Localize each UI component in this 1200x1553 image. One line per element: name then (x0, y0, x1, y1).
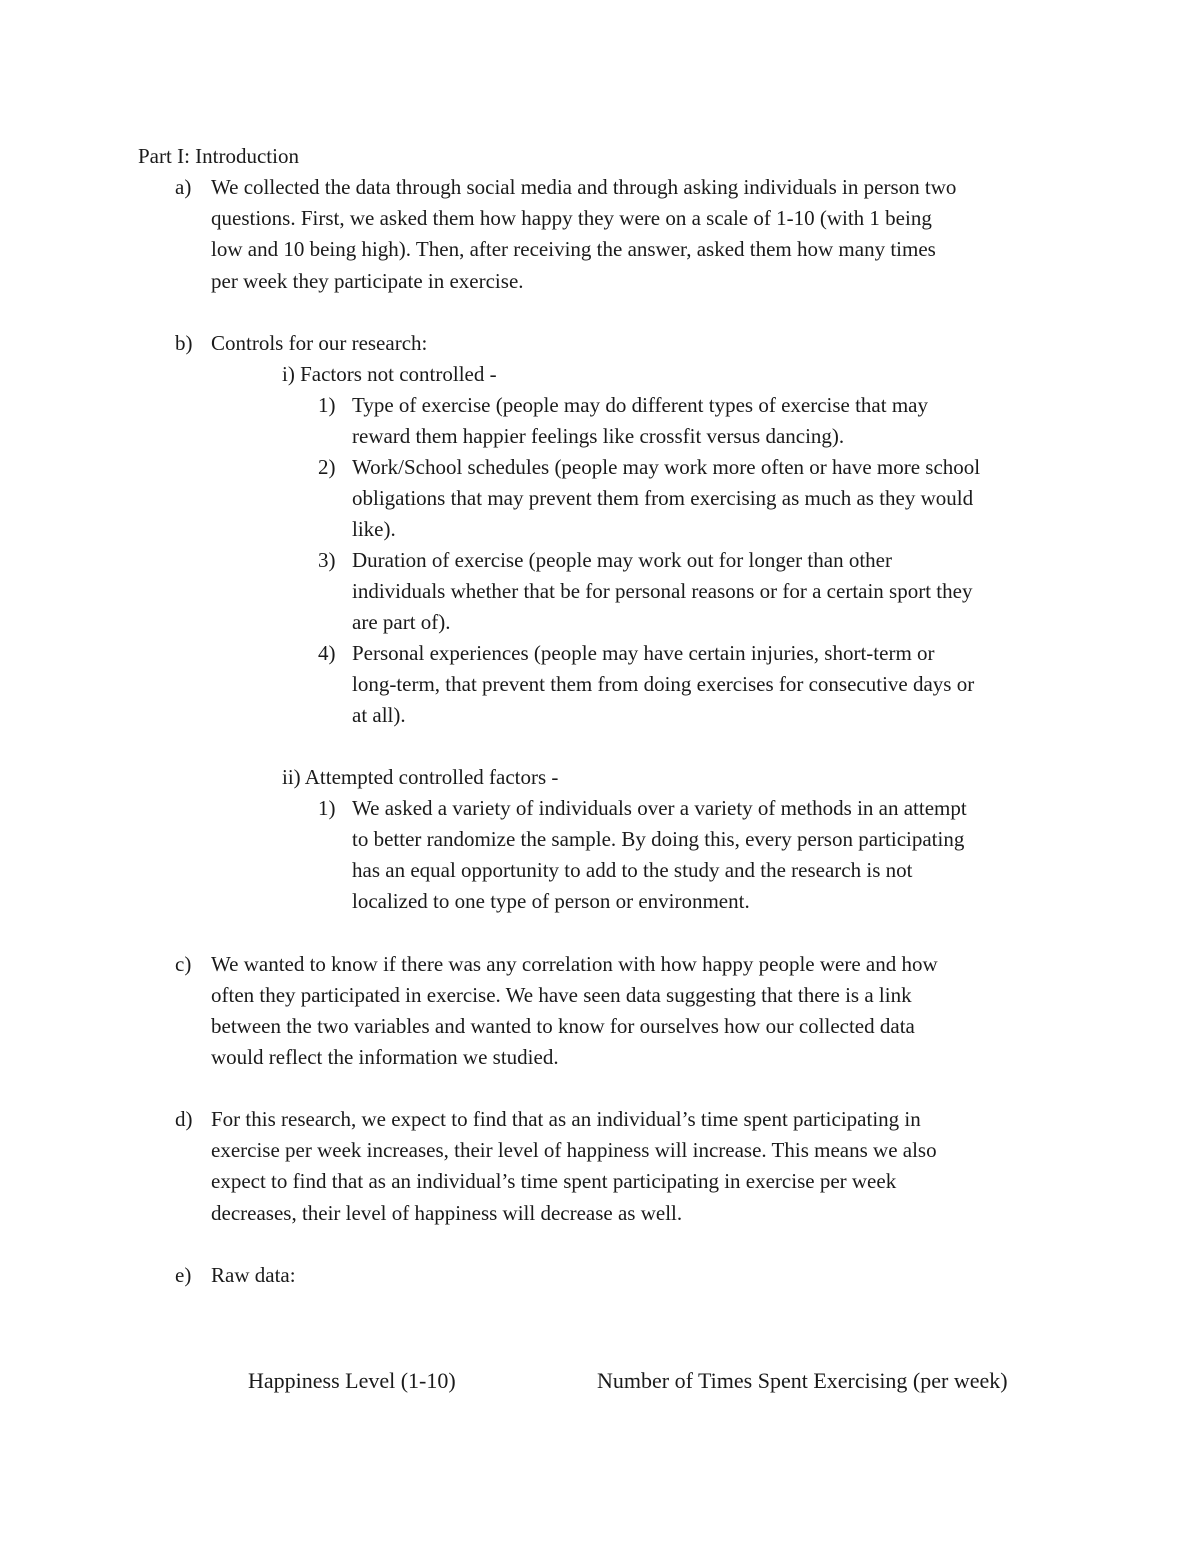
section-a-line: per week they participate in exercise. (211, 269, 524, 293)
not-controlled-item-marker: 3) (318, 548, 336, 572)
not-controlled-item-marker: 1) (318, 393, 336, 417)
not-controlled-item-line: Personal experiences (people may have certain injuries, short-term or (352, 641, 935, 665)
section-a-marker: a) (175, 175, 192, 199)
not-controlled-item-line: individuals whether that be for personal reasons or for a certain sport they (352, 579, 973, 603)
section-d-line: For this research, we expect to find that as an individual’s time spent participating in (211, 1107, 921, 1131)
attempted-controlled-title: ii) Attempted controlled factors - (282, 765, 559, 789)
section-b-title: Controls for our research: (211, 331, 428, 355)
section-d-line: expect to find that as an individual’s time spent participating in exercise per week (211, 1169, 897, 1193)
section-e-title: Raw data: (211, 1263, 296, 1287)
not-controlled-item-line: long-term, that prevent them from doing exercises for consecutive days or (352, 672, 975, 696)
section-d-line: decreases, their level of happiness will decrease as well. (211, 1201, 683, 1225)
attempted-item-line: to better randomize the sample. By doing this, every person participating (352, 827, 965, 851)
section-c-line: We wanted to know if there was any correlation with how happy people were and how (211, 952, 938, 976)
table-header-happiness: Happiness Level (1-10) (248, 1368, 456, 1393)
attempted-item-line: has an equal opportunity to add to the study and the research is not (352, 858, 913, 882)
section-c-line: often they participated in exercise. We have seen data suggesting that there is a link (211, 983, 912, 1007)
attempted-item-line: We asked a variety of individuals over a variety of methods in an attempt (352, 796, 967, 820)
not-controlled-item-line: Type of exercise (people may do different types of exercise that may (352, 393, 928, 417)
not-controlled-item-line: are part of). (352, 610, 451, 634)
factors-not-controlled-title: i) Factors not controlled - (282, 362, 497, 386)
not-controlled-item-line: Duration of exercise (people may work out for longer than other (352, 548, 892, 572)
page-heading: Part I: Introduction (138, 144, 299, 168)
section-b-marker: b) (175, 331, 193, 355)
section-d-marker: d) (175, 1107, 193, 1131)
section-d-line: exercise per week increases, their level of happiness will increase. This means we also (211, 1138, 937, 1162)
section-e-marker: e) (175, 1263, 192, 1287)
section-c-line: would reflect the information we studied. (211, 1045, 559, 1069)
not-controlled-item-line: Work/School schedules (people may work more often or have more school (352, 455, 981, 479)
section-a-line: questions. First, we asked them how happy they were on a scale of 1-10 (with 1 being (211, 206, 932, 230)
table-header-exercise: Number of Times Spent Exercising (per week) (597, 1368, 1008, 1393)
section-a-line: We collected the data through social media and through asking individuals in person two (211, 175, 957, 199)
section-c-marker: c) (175, 952, 192, 976)
section-c-line: between the two variables and wanted to know for ourselves how our collected data (211, 1014, 915, 1038)
not-controlled-item-line: like). (352, 517, 396, 541)
not-controlled-item-line: reward them happier feelings like crossfit versus dancing). (352, 424, 845, 448)
attempted-item-marker: 1) (318, 796, 336, 820)
not-controlled-item-marker: 4) (318, 641, 336, 665)
not-controlled-item-line: at all). (352, 703, 406, 727)
section-a-line: low and 10 being high). Then, after receiving the answer, asked them how many times (211, 237, 936, 261)
attempted-item-line: localized to one type of person or environment. (352, 889, 750, 913)
not-controlled-item-marker: 2) (318, 455, 336, 479)
not-controlled-item-line: obligations that may prevent them from exercising as much as they would (352, 486, 974, 510)
